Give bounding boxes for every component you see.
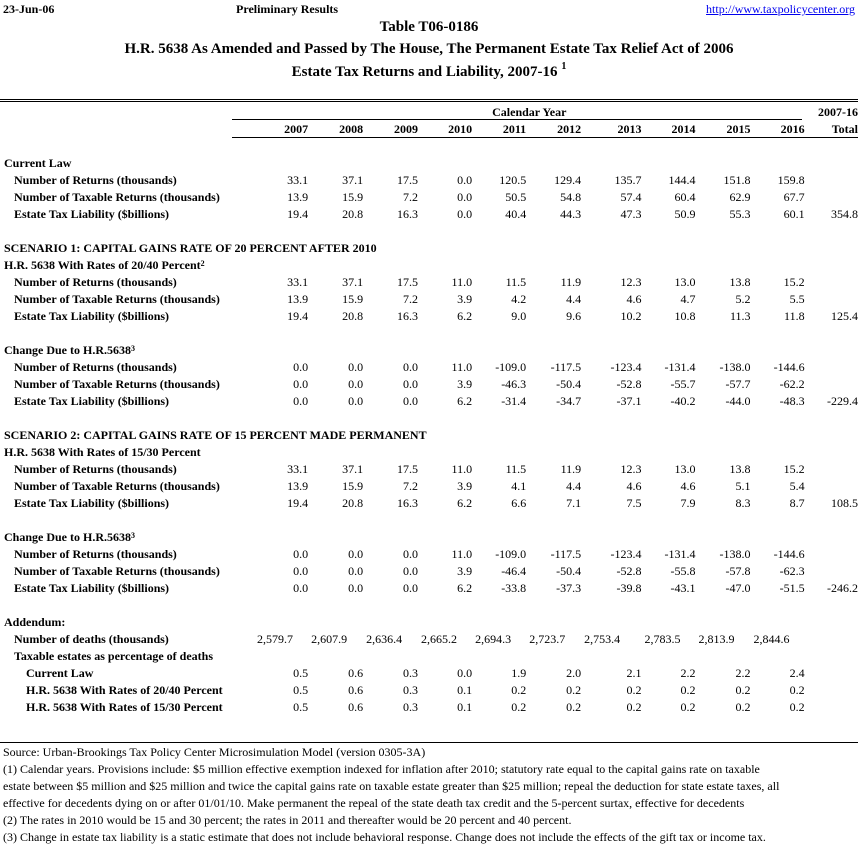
cell-value: -62.3 — [779, 564, 805, 578]
cell-value: 0.5 — [293, 700, 309, 714]
cell-value: 4.2 — [511, 292, 527, 306]
cell-value: 0.2 — [626, 683, 642, 697]
table-bottom-rule — [0, 742, 858, 743]
cell-total — [805, 665, 858, 682]
cell-value: 7.5 — [626, 496, 642, 510]
cell-value: 7.2 — [403, 292, 419, 306]
cell-value: 57.4 — [620, 190, 642, 204]
table-row — [0, 172, 858, 189]
col-header: 2007 — [284, 122, 309, 136]
cell-value: 11.5 — [505, 275, 527, 289]
cell-value: 7.1 — [566, 496, 582, 510]
cell-value: 0.2 — [511, 700, 527, 714]
tpc-website-link[interactable]: http://www.taxpolicycenter.org — [706, 2, 855, 16]
cell-value: 11.0 — [451, 275, 473, 289]
cell-value: 13.0 — [674, 275, 696, 289]
column-group-header — [0, 104, 858, 121]
cell-value: 3.9 — [457, 479, 473, 493]
cell-value: 0.6 — [348, 666, 364, 680]
table-row — [0, 461, 858, 478]
col-header: 2014 — [671, 122, 696, 136]
cell-value: 16.3 — [397, 309, 419, 323]
footnote-marker: 3 — [131, 531, 136, 540]
cell-value: 4.7 — [680, 292, 696, 306]
cell-value: -55.8 — [670, 564, 696, 578]
cell-value: 19.4 — [287, 496, 309, 510]
cell-value: -131.4 — [664, 360, 696, 374]
scenario-2-heading: SCENARIO 2: CAPITAL GAINS RATE OF 15 PERCENT MADE PERMANENT — [4, 428, 427, 442]
col-header: 2013 — [617, 122, 642, 136]
cell-value: 15.2 — [783, 462, 805, 476]
table-row — [0, 189, 858, 206]
cell-value: 0.0 — [403, 360, 419, 374]
cell-value: -51.5 — [779, 581, 805, 595]
row-label: Estate Tax Liability ($billions) — [14, 394, 170, 408]
cell-value: 11.0 — [451, 462, 473, 476]
cell-total — [805, 461, 858, 478]
table-row — [0, 580, 858, 597]
cell-value: 3.9 — [457, 377, 473, 391]
cell-total — [805, 189, 858, 206]
cell-total — [805, 631, 858, 648]
cell-value: 12.3 — [620, 275, 642, 289]
cell-value: 2,753.4 — [584, 632, 621, 646]
footnotes — [3, 744, 855, 846]
table-row — [0, 376, 858, 393]
table-row — [0, 308, 858, 325]
cell-value: 144.4 — [668, 173, 696, 187]
cell-value: 0.2 — [511, 683, 527, 697]
cell-value: 135.7 — [614, 173, 642, 187]
footnote-marker: 1 — [561, 61, 567, 72]
cell-value: 11.5 — [505, 462, 527, 476]
cell-value: 15.9 — [342, 479, 364, 493]
cell-value: -57.7 — [725, 377, 751, 391]
table-row — [0, 665, 858, 682]
source-note: Source: Urban-Brookings Tax Policy Center Microsimulation Model (version 0305-3A) — [3, 745, 426, 759]
cell-value: -50.4 — [556, 564, 582, 578]
cell-value: 15.9 — [342, 292, 364, 306]
cell-value: 20.8 — [342, 309, 364, 323]
cell-value: 13.9 — [287, 292, 309, 306]
cell-value: 0.0 — [403, 564, 419, 578]
row-label: H.R. 5638 With Rates of 15/30 Percent — [26, 700, 223, 714]
cell-value: 40.4 — [505, 207, 527, 221]
column-header-row — [0, 121, 858, 138]
cell-value: 6.2 — [457, 581, 473, 595]
cell-value: 0.5 — [293, 666, 309, 680]
cell-value: -46.3 — [501, 377, 527, 391]
cell-value: 60.4 — [674, 190, 696, 204]
cell-value: 3.9 — [457, 564, 473, 578]
cell-value: -117.5 — [550, 547, 582, 561]
cell-value: 0.3 — [403, 683, 419, 697]
cell-value: 11.9 — [560, 462, 582, 476]
cell-total — [805, 478, 858, 495]
footnote-marker: 3 — [131, 344, 136, 353]
cell-value: 33.1 — [287, 462, 309, 476]
row-label: Estate Tax Liability ($billions) — [14, 581, 170, 595]
cell-value: 151.8 — [723, 173, 751, 187]
cell-value: 0.0 — [403, 394, 419, 408]
cell-value: 11.0 — [451, 360, 473, 374]
cell-total: -246.2 — [827, 581, 858, 595]
cell-value: 2.1 — [626, 666, 642, 680]
cell-value: 0.2 — [789, 700, 805, 714]
cell-value: 2,783.5 — [644, 632, 681, 646]
row-label: Number of Taxable Returns (thousands) — [14, 479, 220, 493]
cell-value: 0.0 — [293, 547, 309, 561]
top-rule-2 — [0, 101, 858, 102]
cell-value: 20.8 — [342, 207, 364, 221]
total-header-top: 2007-16 — [818, 105, 858, 119]
table-row — [0, 699, 858, 716]
cell-value: -109.0 — [495, 360, 527, 374]
cell-value: 2,636.4 — [366, 632, 403, 646]
row-label: Number of Taxable Returns (thousands) — [14, 190, 220, 204]
cell-value: 55.3 — [729, 207, 751, 221]
table-subtitle — [0, 61, 858, 81]
cell-value: 2.2 — [735, 666, 751, 680]
cell-value: 11.9 — [560, 275, 582, 289]
cell-value: 8.3 — [735, 496, 751, 510]
cell-value: 12.3 — [620, 462, 642, 476]
calendar-year-label: Calendar Year — [492, 105, 567, 119]
cell-value: 2.4 — [789, 666, 805, 680]
cell-value: -52.8 — [616, 377, 642, 391]
cell-value: -47.0 — [725, 581, 751, 595]
cell-value: 37.1 — [342, 462, 364, 476]
cell-value: 159.8 — [777, 173, 805, 187]
cell-value: 2,579.7 — [257, 632, 294, 646]
table-row — [0, 495, 858, 512]
cell-value: 13.8 — [729, 462, 751, 476]
cell-value: 7.2 — [403, 479, 419, 493]
cell-value: 5.5 — [789, 292, 805, 306]
cell-value: 10.8 — [674, 309, 696, 323]
table-row — [0, 478, 858, 495]
cell-value: 17.5 — [397, 275, 419, 289]
cell-value: 2.0 — [566, 666, 582, 680]
cell-value: 0.0 — [457, 207, 473, 221]
cell-value: 11.3 — [729, 309, 751, 323]
cell-value: -144.6 — [773, 547, 805, 561]
row-label: Estate Tax Liability ($billions) — [14, 207, 170, 221]
cell-value: 13.9 — [287, 190, 309, 204]
cell-value: 7.2 — [403, 190, 419, 204]
cell-value: 37.1 — [342, 275, 364, 289]
cell-value: 15.2 — [783, 275, 805, 289]
cell-value: 4.1 — [511, 479, 527, 493]
table-row — [0, 206, 858, 223]
col-header: 2016 — [780, 122, 805, 136]
cell-total: 354.8 — [831, 207, 858, 221]
cell-value: -37.1 — [616, 394, 642, 408]
cell-value: -43.1 — [670, 581, 696, 595]
cell-value: 4.6 — [680, 479, 696, 493]
cell-value: -48.3 — [779, 394, 805, 408]
scenario-1-proposal-heading — [0, 257, 858, 274]
table-row — [0, 274, 858, 291]
row-label: Number of Taxable Returns (thousands) — [14, 564, 220, 578]
cell-value: -46.4 — [501, 564, 527, 578]
footnote-1: (1) Calendar years. Provisions include: $5 million effective exemption indexed for inflation after 2010; statutory rate equal to the capital gains rate on taxable — [3, 762, 760, 776]
cell-value: 0.0 — [348, 394, 364, 408]
cell-value: 2,694.3 — [475, 632, 512, 646]
cell-value: 0.0 — [293, 581, 309, 595]
cell-value: 7.9 — [680, 496, 696, 510]
cell-value: 4.4 — [566, 292, 582, 306]
cell-value: -62.2 — [779, 377, 805, 391]
cell-value: 5.2 — [735, 292, 751, 306]
cell-value: 9.6 — [566, 309, 582, 323]
cell-value: 50.9 — [674, 207, 696, 221]
cell-value: -37.3 — [556, 581, 582, 595]
cell-value: 47.3 — [620, 207, 642, 221]
cell-value: 0.0 — [457, 190, 473, 204]
cell-value: 2,665.2 — [421, 632, 458, 646]
cell-value: 13.8 — [729, 275, 751, 289]
cell-value: -57.8 — [725, 564, 751, 578]
report-date: 23-Jun-06 — [3, 2, 55, 16]
cell-total — [805, 172, 858, 189]
cell-value: 0.2 — [735, 700, 751, 714]
scenario-2-proposal-heading: H.R. 5638 With Rates of 15/30 Percent — [4, 445, 201, 459]
cell-value: 2,607.9 — [311, 632, 348, 646]
cell-value: 0.5 — [293, 683, 309, 697]
cell-value: 0.2 — [566, 700, 582, 714]
cell-value: 17.5 — [397, 173, 419, 187]
cell-value: 16.3 — [397, 207, 419, 221]
cell-value: -33.8 — [501, 581, 527, 595]
cell-value: -40.2 — [670, 394, 696, 408]
cell-total — [805, 274, 858, 291]
cell-value: 129.4 — [554, 173, 582, 187]
cell-value: 0.0 — [403, 547, 419, 561]
row-label: Number of Taxable Returns (thousands) — [14, 292, 220, 306]
cell-value: 9.0 — [511, 309, 527, 323]
cell-value: 67.7 — [783, 190, 805, 204]
cell-value: 0.6 — [348, 683, 364, 697]
cell-value: 3.9 — [457, 292, 473, 306]
row-label: H.R. 5638 With Rates of 20/40 Percent — [26, 683, 223, 697]
cell-value: 62.9 — [729, 190, 751, 204]
cell-value: 6.2 — [457, 496, 473, 510]
cell-value: 0.0 — [348, 564, 364, 578]
cell-value: 5.4 — [789, 479, 805, 493]
table-row — [0, 682, 858, 699]
cell-value: 0.1 — [457, 700, 473, 714]
cell-value: 0.0 — [348, 581, 364, 595]
row-label: Number of deaths (thousands) — [14, 632, 169, 646]
cell-value: 2.2 — [680, 666, 696, 680]
cell-value: 19.4 — [287, 309, 309, 323]
cell-value: 20.8 — [342, 496, 364, 510]
row-label: Number of Returns (thousands) — [14, 547, 177, 561]
cell-value: -109.0 — [495, 547, 527, 561]
table-id: Table T06-0186 — [379, 19, 479, 35]
cell-value: 0.2 — [680, 683, 696, 697]
footnote-2: (2) The rates in 2010 would be 15 and 30 percent; the rates in 2011 and thereafter would be 20 percent and 40 percent. — [3, 813, 572, 827]
table-row — [0, 546, 858, 563]
cell-value: 0.0 — [457, 666, 473, 680]
row-label: Number of Returns (thousands) — [14, 275, 177, 289]
cell-value: 0.0 — [403, 581, 419, 595]
cell-value: 17.5 — [397, 462, 419, 476]
cell-total: -229.4 — [827, 394, 858, 408]
row-label: Number of Taxable Returns (thousands) — [14, 377, 220, 391]
scenario-1-heading: SCENARIO 1: CAPITAL GAINS RATE OF 20 PERCENT AFTER 2010 — [4, 241, 377, 255]
cell-value: 4.6 — [626, 292, 642, 306]
total-header-bottom: Total — [831, 122, 858, 136]
cell-value: 0.0 — [348, 547, 364, 561]
cell-value: 1.9 — [511, 666, 527, 680]
cell-total: 125.4 — [831, 309, 858, 323]
cell-value: -31.4 — [501, 394, 527, 408]
cell-value: -131.4 — [664, 547, 696, 561]
cell-value: 13.9 — [287, 479, 309, 493]
cell-value: -123.4 — [610, 547, 642, 561]
cell-value: 44.3 — [560, 207, 582, 221]
cell-value: -44.0 — [725, 394, 751, 408]
cell-value: 0.2 — [566, 683, 582, 697]
cell-value: 10.2 — [620, 309, 642, 323]
cell-value: 2,844.6 — [753, 632, 790, 646]
footnote-marker: 2 — [200, 259, 205, 268]
table-row — [0, 359, 858, 376]
row-label: Number of Returns (thousands) — [14, 462, 177, 476]
cell-value: -138.0 — [719, 360, 751, 374]
row-label: Current Law — [26, 666, 94, 680]
cell-total — [805, 563, 858, 580]
cell-value: 50.5 — [505, 190, 527, 204]
top-rule — [0, 99, 858, 100]
table-row — [0, 631, 858, 648]
cell-value: 0.2 — [626, 700, 642, 714]
cell-value: 19.4 — [287, 207, 309, 221]
cell-value: 15.9 — [342, 190, 364, 204]
row-label: Number of Returns (thousands) — [14, 173, 177, 187]
cell-value: -52.8 — [616, 564, 642, 578]
cell-total — [805, 376, 858, 393]
cell-value: -144.6 — [773, 360, 805, 374]
subtitle-text: Estate Tax Returns and Liability, 2007-16 — [291, 64, 558, 80]
cell-value: 2,813.9 — [698, 632, 735, 646]
cell-value: 0.0 — [293, 394, 309, 408]
col-header: 2015 — [726, 122, 751, 136]
cell-value: 8.7 — [789, 496, 805, 510]
estate-tax-table — [0, 104, 858, 716]
cell-value: 0.0 — [293, 377, 309, 391]
cell-value: -138.0 — [719, 547, 751, 561]
cell-value: 0.0 — [457, 173, 473, 187]
row-label: Estate Tax Liability ($billions) — [14, 309, 170, 323]
cell-value: 5.1 — [735, 479, 751, 493]
col-header: 2008 — [339, 122, 364, 136]
addendum-heading: Addendum: — [4, 615, 66, 629]
section-heading — [0, 155, 858, 172]
cell-total: 108.5 — [831, 496, 858, 510]
current-law-heading: Current Law — [4, 156, 72, 170]
cell-value: 0.6 — [348, 700, 364, 714]
col-header: 2010 — [448, 122, 473, 136]
cell-value: 4.6 — [626, 479, 642, 493]
cell-value: 0.0 — [403, 377, 419, 391]
col-header: 2011 — [502, 122, 527, 136]
change-title: Change Due to H.R.5638 — [4, 530, 132, 544]
footnote-1-cont: estate between $5 million and $25 million and twice the capital gains rate on taxable estate greater than $25 million; repeal the deduction for state estate taxes, all — [3, 779, 780, 793]
cell-value: 0.3 — [403, 700, 419, 714]
footnote-3: (3) Change in estate tax liability is a static estimate that does not include behavioral response. Change does not include the effects of the gift tax or income tax. — [3, 830, 766, 844]
cell-value: 0.2 — [735, 683, 751, 697]
preliminary-label: Preliminary Results — [236, 2, 339, 16]
cell-value: 13.0 — [674, 462, 696, 476]
cell-value: -123.4 — [610, 360, 642, 374]
col-header: 2009 — [394, 122, 419, 136]
cell-value: 0.0 — [348, 377, 364, 391]
scenario-2-change-heading — [0, 529, 858, 546]
cell-total — [805, 359, 858, 376]
cell-value: 37.1 — [342, 173, 364, 187]
cell-total — [805, 699, 858, 716]
cell-value: 0.0 — [293, 564, 309, 578]
cell-value: 0.1 — [457, 683, 473, 697]
cell-value: 0.3 — [403, 666, 419, 680]
change-title: Change Due to H.R.5638 — [4, 343, 132, 357]
cell-value: 60.1 — [783, 207, 805, 221]
cell-value: -117.5 — [550, 360, 582, 374]
cell-value: 11.8 — [784, 309, 805, 323]
cell-value: 0.0 — [293, 360, 309, 374]
table-row — [0, 291, 858, 308]
proposal-title: H.R. 5638 With Rates of 20/40 Percent — [4, 258, 201, 272]
cell-value: 0.2 — [680, 700, 696, 714]
cell-value: 6.6 — [511, 496, 527, 510]
col-header: 2012 — [557, 122, 582, 136]
cell-value: 33.1 — [287, 173, 309, 187]
row-label: Estate Tax Liability ($billions) — [14, 496, 170, 510]
cell-total — [805, 682, 858, 699]
cell-value: -39.8 — [616, 581, 642, 595]
table-row — [0, 393, 858, 410]
footnote-1-cont: effective for decedents dying on or after 01/01/10. Make permanent the repeal of the state death tax credit and the 5-percent surtax, effective for decedents — [3, 796, 745, 810]
cell-value: 33.1 — [287, 275, 309, 289]
cell-total — [805, 291, 858, 308]
cell-value: -34.7 — [556, 394, 582, 408]
cell-value: 54.8 — [560, 190, 582, 204]
cell-value: -50.4 — [556, 377, 582, 391]
cell-value: 11.0 — [451, 547, 473, 561]
table-row — [0, 563, 858, 580]
cell-value: 0.0 — [348, 360, 364, 374]
table-title: H.R. 5638 As Amended and Passed by The House, The Permanent Estate Tax Relief Act of 2006 — [124, 41, 734, 57]
cell-total — [805, 546, 858, 563]
row-label: Number of Returns (thousands) — [14, 360, 177, 374]
cell-value: -55.7 — [670, 377, 696, 391]
cell-value: 16.3 — [397, 496, 419, 510]
pct-deaths-heading: Taxable estates as percentage of deaths — [14, 649, 213, 663]
cell-value: 2,723.7 — [529, 632, 566, 646]
cell-value: 6.2 — [457, 309, 473, 323]
cell-value: 6.2 — [457, 394, 473, 408]
cell-value: 4.4 — [566, 479, 582, 493]
cell-value: 120.5 — [499, 173, 527, 187]
scenario-1-change-heading — [0, 342, 858, 359]
cell-value: 0.2 — [789, 683, 805, 697]
